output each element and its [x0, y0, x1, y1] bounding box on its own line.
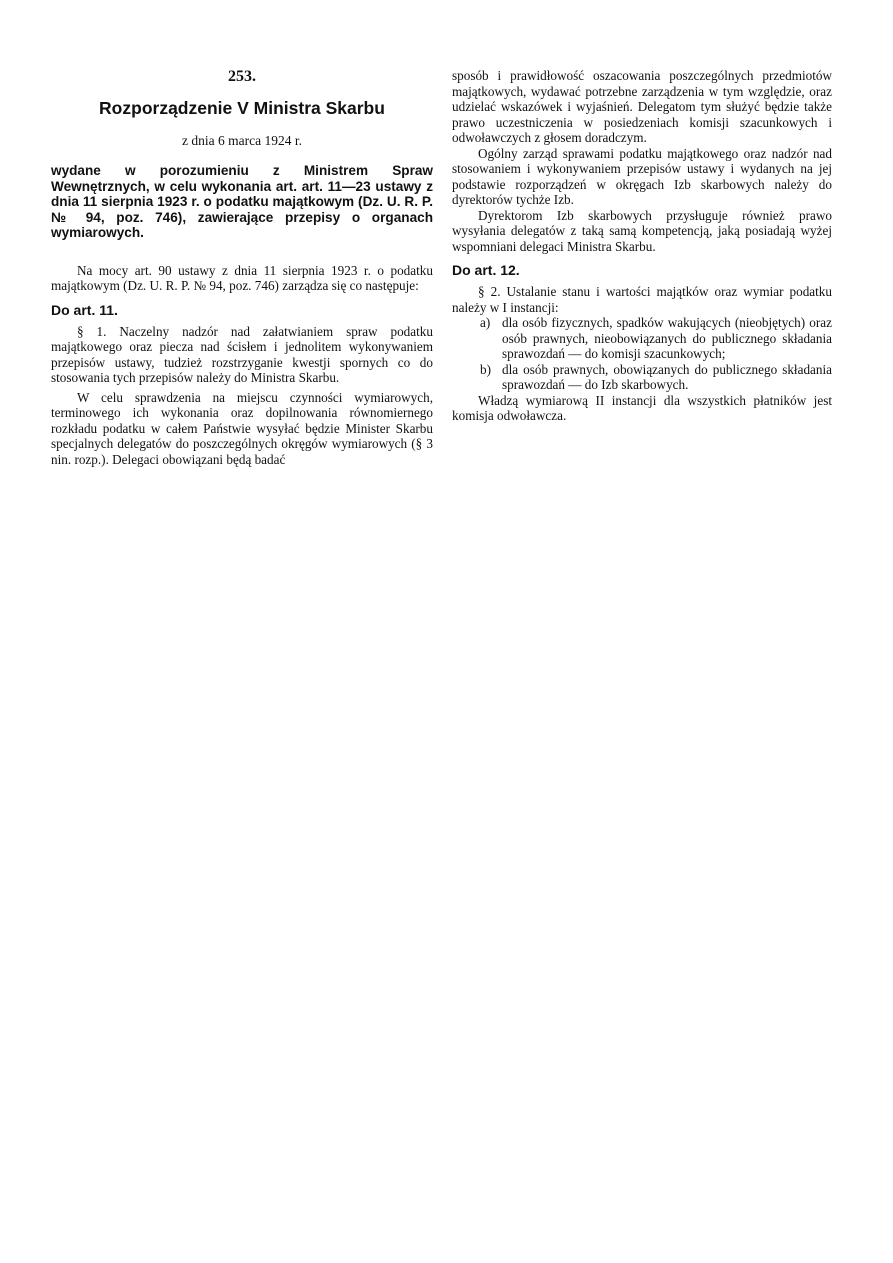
list-item	[480, 362, 832, 393]
art11-paragraph-1: § 1. Naczelny nadzór nad załatwianiem spraw podatku majątkowego oraz piecza nad ścisłem i jednolitem wykonywaniem przepisów ustawy, tudzież rozstrzyganie kwestji spornych co do stosowania tych przepisów należy do Ministra Skarbu.	[51, 323, 433, 385]
art11-paragraph-4: Dyrektorom Izb skarbowych przysługuje również prawo wysyłania delegatów z taką samą kompetencją, jaką posiadają wyżej wspomniani delegaci Ministra Skarbu.	[452, 207, 832, 254]
document-subtitle: wydane w porozumieniu z Ministrem Spraw Wewnętrznych, w celu wykonania art. art. 11—23 ustawy z dnia 11 sierpnia 1923 r. o podatku majątkowym (Dz. U. R. P. № 94, poz. 746), zawierające przepisy o organach wymiarowych.	[51, 163, 433, 240]
art12-heading: Do art. 12.	[452, 262, 520, 278]
art12-paragraph-1: § 2. Ustalanie stanu i wartości majątków oraz wymiar podatku należy w I instancji:	[452, 284, 832, 315]
right-column	[452, 68, 832, 424]
art12-paragraph-2: Władzą wymiarową II instancji dla wszystkich płatników jest komisja odwoławcza.	[452, 392, 832, 423]
intro-paragraph: Na mocy art. 90 ustawy z dnia 11 sierpnia 1923 r. o podatku majątkowym (Dz. U. R. P. № 94, poz. 746) zarządza się co następuje:	[51, 262, 433, 293]
list-item-label: b)	[480, 361, 491, 377]
document-title: Rozporządzenie V Ministra Skarbu	[99, 98, 385, 118]
art11-paragraph-3: Ogólny zarząd sprawami podatku majątkowego oraz nadzór nad stosowaniem i wykonywaniem przepisów ustawy i wydanych na jej podstawie rozporządzeń w okręgach Izb skarbowych należy do dyrektorów tychże Izb.	[452, 145, 832, 207]
list-item-text: dla osób prawnych, obowiązanych do publicznego składania sprawozdań — do Izb skarbowych.	[502, 361, 832, 392]
art11-heading: Do art. 11.	[51, 301, 118, 318]
art11-paragraph-2-part-1: W celu sprawdzenia na miejscu czynności wymiarowych, terminowego ich wykonania oraz dopilnowania równomiernego rozkładu podatku w całem Państwie wysyłać będzie Minister Skarbu specjalnych delegatów do poszczególnych okręgów wymiarowych (§ 3 nin. rozp.). Delegaci obowiązani będą badać	[51, 389, 433, 467]
list-item-label: a)	[480, 315, 491, 330]
art12-list	[452, 315, 832, 393]
document-number: 253.	[228, 68, 256, 85]
art11-paragraph-2-part-2: sposób i prawidłowość oszacowania poszczególnych przedmiotów majątkowych, wydawać potrzebne zarządzenia w tym względzie, oraz udzielać wskazówek i wyjaśnień. Delegatom tym służyć będzie także prawo uczestniczenia w posiedzeniach komisji szacunkowych i odwoławczych z głosem doradczym.	[452, 68, 832, 145]
list-item-text: dla osób fizycznych, spadków wakujących (nieobjętych) oraz osób prawnych, nieobowiązanych do publicznego składania sprawozdań — do komisji szacunkowych;	[502, 315, 832, 361]
list-item	[480, 315, 832, 362]
left-column	[51, 68, 433, 467]
document-date: z dnia 6 marca 1924 r.	[182, 133, 302, 148]
